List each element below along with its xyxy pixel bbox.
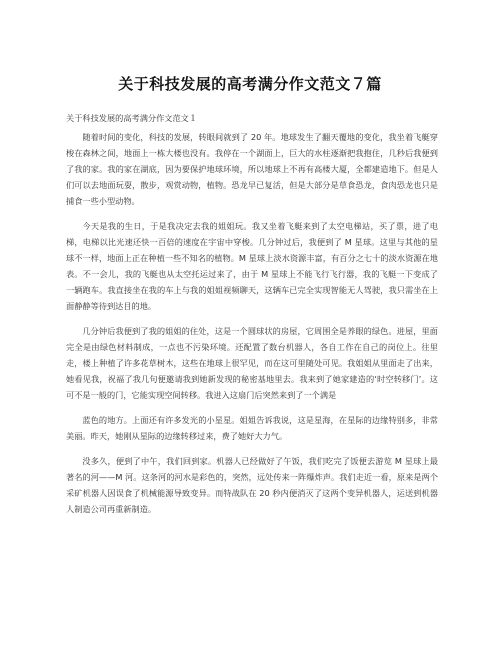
paragraph-1: 随着时间的变化，科技的发展，转眼间就到了 20 年。地球发生了翻天覆地的变化，我坐着飞艇穿梭在森林之间，地面上一栋大楼也没有。我停在一个湖面上，巨大的水柱逐渐把我抱住，几秒后我便到了我的家。我的家在湖底，因为要保护地球环境，所以地球上不再有高楼大厦，全都建造地下。但是人们可以去地面玩耍，散步，观赏动物，植物。恐龙早已复活，但是大部分是草食恐龙，食肉恐龙也只是捕食一些小型动物。	[66, 132, 438, 206]
paragraph-3: 几分钟后我便到了我的姐姐的住处，这是一个圆球状的房屋，它周围全是养眼的绿色。进屋，里面完全是由绿色材料制成，一点也不污染环境。还配置了数台机器人，各自工作在自己的岗位上。往里走，楼上种植了许多花草树木，这些在地球上很罕见，而在这可里随处可见。我姐姐从里面走了出来，她看见我，祝福了我几句便邀请我到她新发现的秘密基地里去。我来到了她家建造的‘时空转移门’。这可不是一般的门，它能实现空间转移。我进入这扇门后突然来到了一个满是	[66, 326, 438, 400]
paragraph-2: 今天是我的生日，于是我决定去我的姐姐玩。我又坐着飞艇来到了太空电梯站，买了票，进了电梯，电梯以比光速还快一百倍的速度在宇宙中穿梭。几分钟过后，我便到了 M 星球。这里与其他的星球不一样，地面上正在种植一些不知名的植物。M 星球上淡水资源丰富，有百分之七十的淡水资源在地表。不一会儿，我的飞艇也从太空托运过来了，由于 M 星球上不能飞行飞行器，我的飞艇一下变成了一辆跑车。我直接坐在我的车上与我的姐姐视频聊天，这辆车已完全实现智能无人驾驶，我只需坐在上面静静等待到达目的地。	[66, 221, 438, 311]
essay-subheading: 关于科技发展的高考满分作文范文１	[66, 113, 198, 123]
essay-body	[66, 129, 438, 526]
paragraph-5: 没多久，便到了中午，我们回到家。机器人已经做好了午饭，我们吃完了饭便去游览 M 星球上最著名的河——M 河。这条河的河水是彩色的，突然，远处传来一阵爆炸声。我们走近一看，原来是两个采矿机器人因误食了机械能源导致变异。而特战队在 20 秒内便消灭了这两个变异机器人，运送到机器人制造公司再重新制造。	[66, 456, 438, 514]
document-title: 关于科技发展的高考满分作文范文７篇	[118, 75, 382, 93]
paragraph-4: 蓝色的地方。上面还有许多发光的小星星。姐姐告诉我说，这是星海，在星际的边缘特别多，非常美丽。昨天，她刚从星际的边缘转移过来，费了她好大力气。	[66, 415, 438, 441]
